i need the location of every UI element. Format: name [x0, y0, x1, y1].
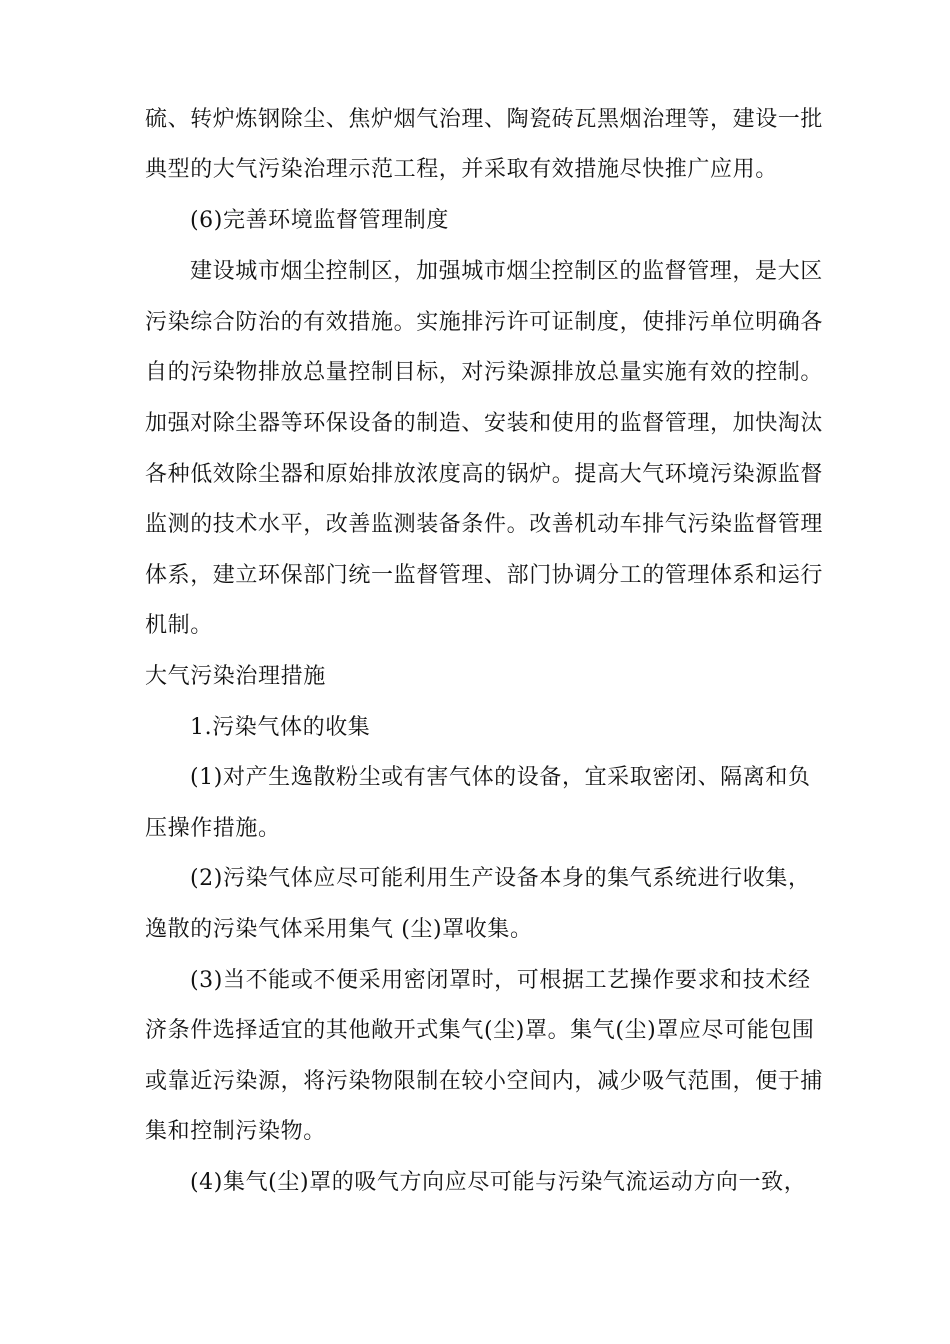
section-heading: (6)完善环境监督管理制度 — [190, 208, 449, 233]
text-line: 监测的技术水平，改善监测装备条件。改善机动车排气污染监督管理 — [145, 512, 824, 537]
text-line: 加强对除尘器等环保设备的制造、安装和使用的监督管理，加快淘汰 — [145, 411, 824, 436]
text-line: (2)污染气体应尽可能利用生产设备本身的集气系统进行收集， — [190, 866, 811, 891]
text-line: 逸散的污染气体采用集气 (尘)罩收集。 — [145, 917, 533, 942]
text-line: (1)对产生逸散粉尘或有害气体的设备，宜采取密闭、隔离和负 — [190, 765, 811, 790]
text-line: 集和控制污染物。 — [145, 1119, 326, 1144]
text-line: 硫、转炉炼钢除尘、焦炉烟气治理、陶瓷砖瓦黑烟治理等，建设一批 — [145, 107, 824, 132]
text-line: 机制。 — [145, 613, 213, 638]
section-title: 大气污染治理措施 — [145, 664, 326, 689]
text-line: 或靠近污染源，将污染物限制在较小空间内，减少吸气范围，便于捕 — [145, 1069, 824, 1094]
text-line: (4)集气(尘)罩的吸气方向应尽可能与污染气流运动方向一致， — [190, 1170, 807, 1195]
text-line: 济条件选择适宜的其他敞开式集气(尘)罩。集气(尘)罩应尽可能包围 — [145, 1018, 815, 1043]
text-line: 压操作措施。 — [145, 816, 281, 841]
text-line: 自的污染物排放总量控制目标，对污染源排放总量实施有效的控制。 — [145, 360, 824, 385]
text-line: 典型的大气污染治理示范工程，并采取有效措施尽快推广应用。 — [145, 157, 778, 182]
text-line: 建设城市烟尘控制区，加强城市烟尘控制区的监督管理，是大区 — [190, 259, 823, 284]
subsection-heading: 1.污染气体的收集 — [190, 715, 371, 740]
text-line: (3)当不能或不便采用密闭罩时，可根据工艺操作要求和技术经 — [190, 968, 811, 993]
text-line: 体系，建立环保部门统一监督管理、部门协调分工的管理体系和运行 — [145, 563, 824, 588]
text-line: 各种低效除尘器和原始排放浓度高的锅炉。提高大气环境污染源监督 — [145, 462, 824, 487]
text-line: 污染综合防治的有效措施。实施排污许可证制度，使排污单位明确各 — [145, 310, 824, 335]
